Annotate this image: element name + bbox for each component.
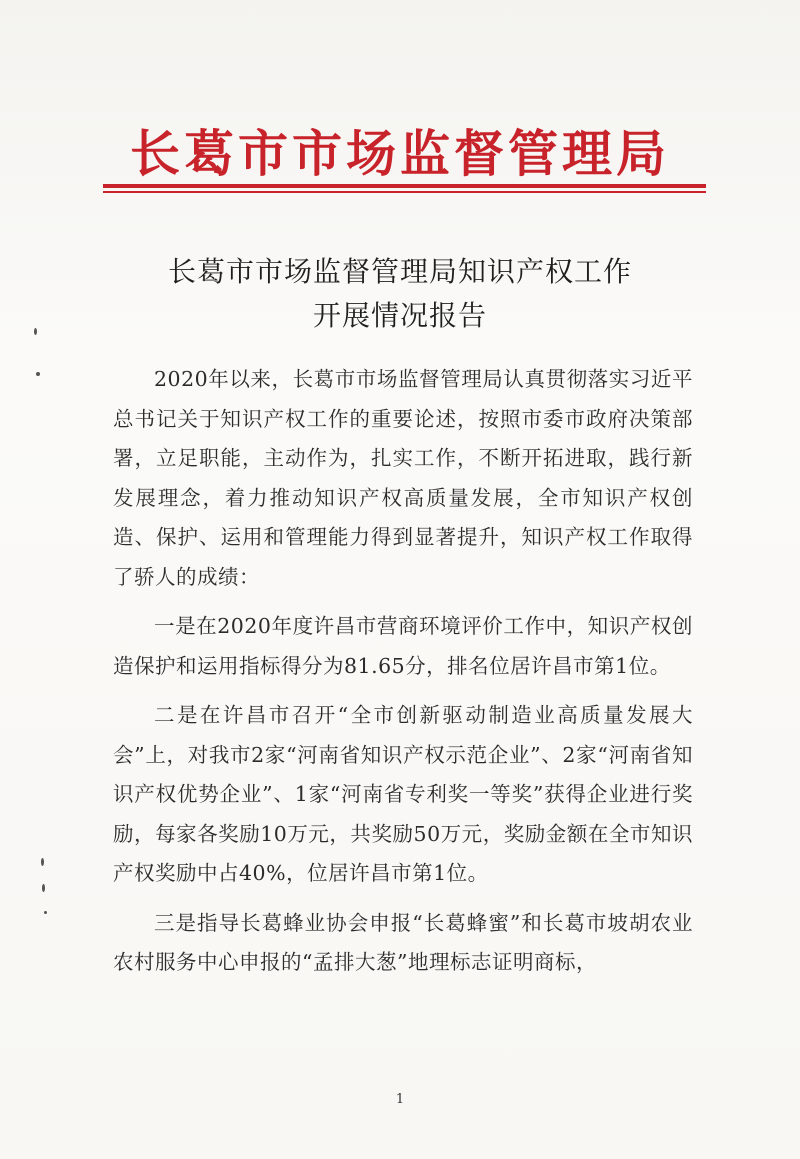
letterhead-rule-thick	[103, 184, 706, 188]
scan-speck	[36, 372, 40, 376]
paragraph-intro: 2020年以来，长葛市市场监督管理局认真贯彻落实习近平总书记关于知识产权工作的重要论述，按照市委市政府决策部署，立足职能，主动作为，扎实工作，不断开拓进取，践行新发展理念，着力推动知识产权高质量发展，全市知识产权创造、保护、运用和管理能力得到显著提升，知识产权工作取得了骄人的成绩：	[113, 367, 693, 589]
scan-speck	[44, 911, 47, 914]
scan-speck	[34, 328, 37, 335]
report-body	[113, 360, 693, 993]
scan-speck	[42, 884, 45, 892]
paragraph-item-3: 三是指导长葛蜂业协会申报“长葛蜂蜜”和长葛市坡胡农业农村服务中心申报的“孟排大葱”地理标志证明商标，	[113, 910, 693, 974]
letterhead-rule-thin	[103, 191, 706, 193]
page-number: 1	[395, 1092, 405, 1107]
letterhead-organization: 长葛市市场监督管理局	[130, 124, 670, 183]
paragraph-item-2: 二是在许昌市召开“全市创新驱动制造业高质量发展大会”上，对我市2家“河南省知识产权示范企业”、2家“河南省知识产权优势企业”、1家“河南省专利奖一等奖”获得企业进行奖励，每家各奖励10万元，共奖励50万元，奖励金额在全市知识产权奖励中占40%，位居许昌市第1位。	[113, 703, 693, 885]
report-title-line-2: 开展情况报告	[312, 299, 487, 332]
report-title-line-1: 长葛市市场监督管理局知识产权工作	[167, 255, 632, 288]
scan-speck	[41, 858, 44, 866]
paragraph-item-1: 一是在2020年度许昌市营商环境评价工作中，知识产权创造保护和运用指标得分为81.65分，排名位居许昌市第1位。	[113, 614, 693, 678]
